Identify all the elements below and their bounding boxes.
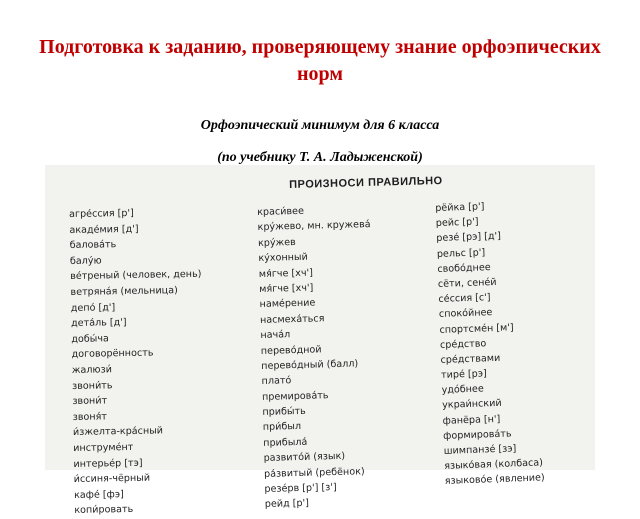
word-list-photo	[45, 165, 595, 517]
word-item: балова́ть	[69, 239, 117, 252]
word-item: и́зжелта-кра́сный	[72, 425, 164, 439]
word-item: копи́ровать	[74, 504, 134, 517]
word-list-column-2	[257, 202, 378, 513]
word-item: ве́треный (человек, день)	[70, 269, 202, 283]
word-item: формирова́ть	[443, 428, 512, 442]
word-item: наме́рение	[259, 297, 316, 311]
word-item: ветряна́я (мельница)	[70, 285, 178, 298]
word-item: языково́е (явление)	[444, 472, 545, 488]
word-item: рельс [р']	[436, 246, 486, 260]
word-item: акаде́мия [д']	[69, 223, 139, 236]
word-item: при́был	[262, 421, 302, 434]
word-item: мя́гче [хч']	[259, 282, 314, 295]
word-item: звоня́т	[72, 411, 108, 423]
word-item: се́ссия [с']	[438, 292, 491, 306]
word-item: добы́ча	[71, 333, 109, 345]
word-item: кру́жево, мн. кружева́	[257, 219, 371, 234]
word-item: фанёра [н']	[442, 413, 501, 427]
word-item: сре́дствами	[440, 352, 501, 366]
word-item: насмеха́ться	[259, 313, 325, 326]
word-item: перево́дный (балл)	[261, 358, 359, 372]
word-item: рейд [р']	[264, 498, 310, 511]
word-item: прибыла́	[263, 436, 308, 449]
word-item: балу́ю	[69, 255, 102, 267]
word-item: прибы́ть	[262, 405, 306, 419]
word-item: дета́ль [д']	[70, 317, 127, 330]
word-item: перево́дной	[260, 343, 322, 357]
word-list-column-3	[435, 198, 545, 490]
slide-subtitle-line1: Орфоэпический минимум для 6 класса	[200, 118, 440, 133]
word-item: рёйка [р']	[435, 201, 485, 214]
word-list-column-1	[69, 205, 206, 519]
word-item: украи́нский	[441, 398, 502, 412]
word-item: краси́вее	[257, 205, 305, 218]
word-item: договорённость	[71, 347, 154, 361]
slide-subtitle-line2: (по учебнику Т. А. Ладыженской)	[217, 150, 423, 165]
word-item: спортсме́н [м']	[439, 321, 514, 336]
word-item: звони́ть	[72, 379, 113, 392]
word-item: тире́ [рэ]	[440, 368, 487, 381]
word-item: споко́йнее	[438, 307, 493, 321]
word-item: кру́жев	[257, 236, 296, 249]
word-item: звони́т	[72, 395, 108, 408]
word-item: сре́дство	[439, 337, 487, 351]
word-item: рейс [р']	[435, 216, 479, 230]
word-item: мя́гче [хч']	[258, 267, 314, 280]
word-item: языко́вая (колбаса)	[444, 457, 544, 473]
word-item: интерье́р [тэ]	[73, 457, 143, 470]
word-item: развито́й (язык)	[263, 451, 346, 465]
word-item: ра́звитый (ребёнок)	[263, 465, 365, 480]
word-item: премирова́ть	[261, 389, 329, 403]
word-item: инструме́нт	[73, 441, 134, 454]
word-item: сёти, сене́й	[437, 276, 497, 290]
word-item: шимпанзе́ [зэ]	[443, 443, 517, 457]
word-item: нача́л	[260, 329, 291, 342]
word-item: депо́ [д']	[70, 301, 116, 314]
word-item: резе́ [рэ] [д']	[436, 231, 502, 245]
word-item: удо́бнее	[441, 383, 484, 397]
word-item: резе́рв [р'] [з']	[264, 482, 337, 495]
word-item: кафе́ [фэ]	[73, 488, 124, 501]
word-item: свобо́днее	[437, 261, 491, 275]
slide-title: Подготовка к заданию, проверяющему знание орфоэпических норм	[39, 36, 601, 85]
word-list-heading: ПРОИЗНОСИ ПРАВИЛЬНО	[289, 174, 443, 191]
word-item: плато́	[261, 375, 292, 388]
word-item: агре́ссия [р']	[69, 207, 134, 220]
word-item: и́ссиня-чёрный	[73, 472, 151, 486]
word-item: ку́хонный	[258, 251, 308, 265]
word-item: жалюзи́	[71, 364, 113, 376]
